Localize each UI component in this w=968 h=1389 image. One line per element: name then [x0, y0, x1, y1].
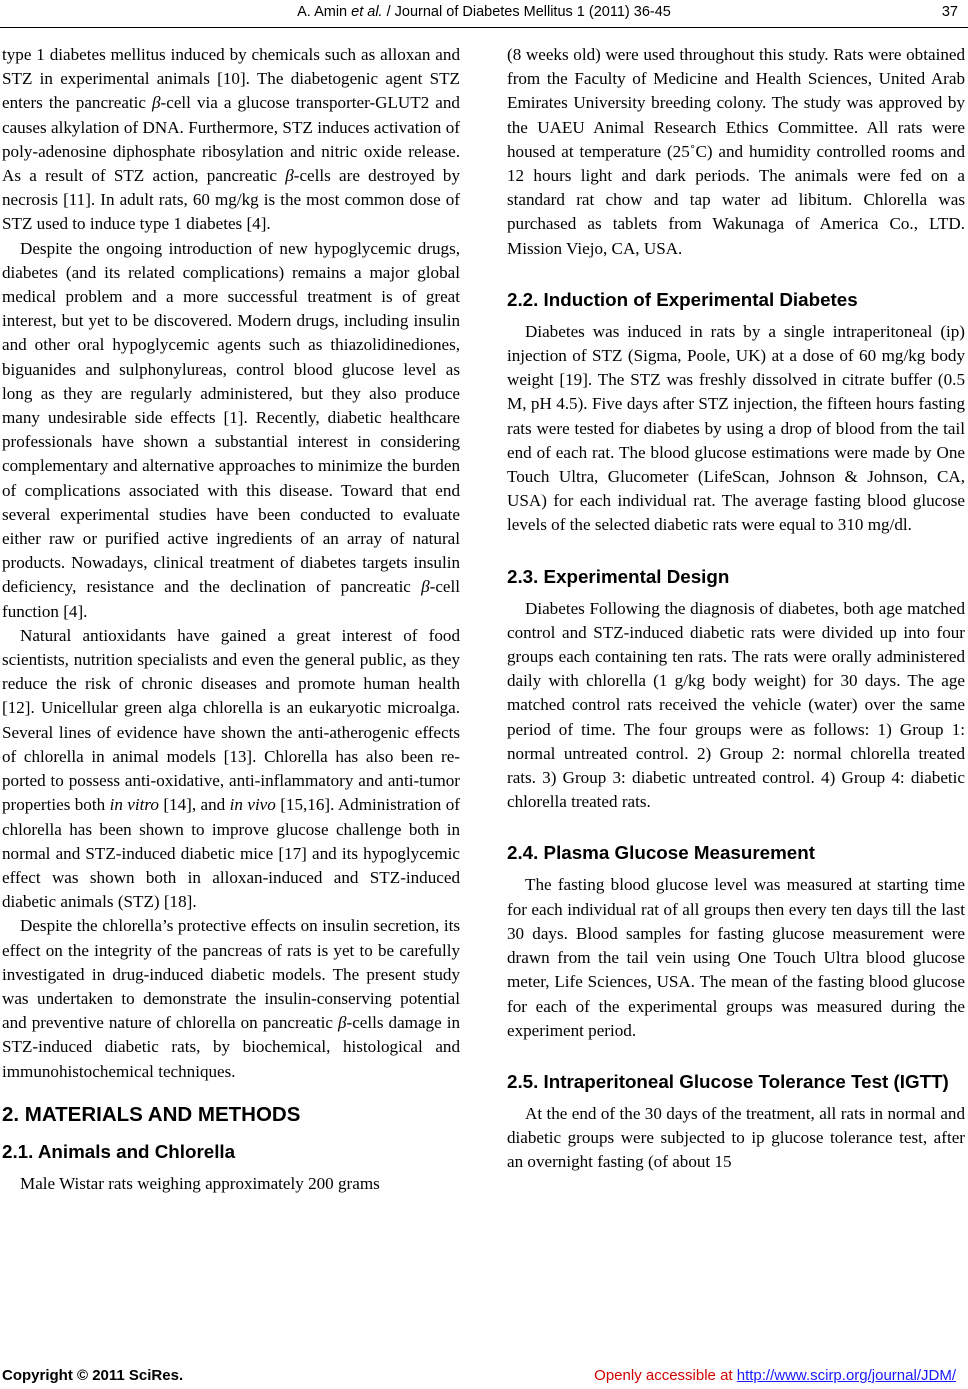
italic-text: in vitro	[109, 795, 159, 815]
paragraph: Natural antioxidants have gained a great interest of food scientists, nutrition specialists and even the general public, as they reduce the risk of chronic diseases and promote human health [12]. Unicellular green alga chlorella is an eukaryotic microalga. Several lines of evidence have shown the anti-atherogenic effects of chlorella in animal models [13]. Chlorella has also been reported to possess anti-oxidative, anti-inflammatory and anti-tumor properties both in vitro [14], and in vivo [15,16]. Administration of chlorella has been shown to improve glucose challenge both in normal and STZ-induced diabetic mice [17] and its hypoglycemic effect was shown both in alloxan-induced and STZ-induced diabetic animals (STZ) [18].	[2, 625, 460, 912]
header-rule	[0, 27, 968, 28]
right-column	[507, 43, 965, 1175]
page-number: 37	[941, 4, 958, 20]
italic-text: β	[152, 93, 161, 113]
subsection-heading: 2.1. Animals and Chlorella	[2, 1140, 236, 1162]
paragraph: Diabetes was induced in rats by a single intraperitoneal (ip) injection of STZ (Sigma, Poole, UK) at a dose of 60 mg/kg body weight [19]. The STZ was freshly dissolved in citrate buffer (0.5 M, pH 4.5). Five days after STZ injection, the fifteen hours fasting rats were tested for diabetes by using a drop of blood from the tail end of each rat. The blood glucose estimations were made by One Touch Ultra, Glucometer (LifeScan, Johnson & Johnson, CA, USA) for each individual rat. The average fasting blood glucose levels of the selected diabetic rats were equal to 310 mg/dl.	[507, 321, 965, 535]
italic-text: in vivo	[229, 795, 276, 815]
italic-text: β	[285, 166, 294, 186]
italic-text: β	[337, 1013, 347, 1033]
paragraph: Male Wistar rats weighing approximately 200 grams	[20, 1173, 380, 1193]
open-access-label: Openly accessible at	[594, 1367, 737, 1384]
subsection-heading: 2.3. Experimental Design	[507, 565, 730, 587]
paragraph: Diabetes Following the diagnosis of diabetes, both age matched control and STZ-induced diabetic rats were divided up into four groups each containing ten rats. The rats were orally administered daily with chlorella (1 g/kg body weight) for 30 days. The age matched control rats received the vehicle (water) over the same period of time. The four groups were as follows: 1) Group 1: normal untreated control. 2) Group 2: normal chlorella treated rats. 3) Group 3: diabetic untreated control. 4) Group 4: diabetic chlorella treated rats.	[507, 598, 965, 812]
running-header	[0, 0, 968, 28]
paragraph: Despite the chlorella’s protective effects on insulin secretion, its effect on the integrity of the pancreas of rats is yet to be carefully investigated in drug-induced diabetic models. The present study was undertaken to demonstrate the insulin-conserving potential and preventive nature of chlorella on pancreatic β-cells damage in STZ-induced diabetic rats, by biochemical, histological and immunohistochemical techniques.	[2, 916, 460, 1081]
journal-link[interactable]: http://www.scirp.org/journal/JDM/	[736, 1367, 956, 1384]
paragraph: The fasting blood glucose level was measured at starting time for each individual rat of all groups then every ten days till the last 30 days. Blood samples for fasting glucose measurement were drawn from the tail vein using One Touch Ultra blood glucose meter, Life Sciences, USA. The mean of the fasting blood glucose for each of the experimental groups was measured during the experiment period.	[507, 875, 965, 1040]
italic-text: β	[421, 577, 430, 597]
left-column	[2, 43, 460, 1196]
author-names: A. Amin	[297, 4, 348, 20]
subsection-heading: 2.5. Intraperitoneal Glucose Tolerance Test (IGTT)	[507, 1070, 949, 1092]
section-heading: 2. MATERIALS AND METHODS	[2, 1102, 301, 1126]
subsection-heading: 2.2. Induction of Experimental Diabetes	[507, 288, 858, 310]
et-al: et al.	[351, 4, 383, 20]
journal-name: / Journal of Diabetes Mellitus 1 (2011) 36-45	[382, 4, 671, 20]
open-access-notice	[594, 1367, 956, 1384]
paragraph: (8 weeks old) were used throughout this study. Rats were obtained from the Faculty of Medicine and Health Sciences, United Arab Emirates University breeding colony. The study was approved by the UAEU Animal Research Ethics Committee. All rats were housed at temperature (25˚C) and humidity controlled rooms and 12 hours light and dark periods. The animals were fed on a standard rat chow and tap water ad libitum. Chlorella was purchased as tablets from Wakunaga of America Co., LTD. Mission Viejo, CA, USA.	[507, 45, 965, 258]
page-footer	[0, 1367, 968, 1389]
paragraph: Despite the ongoing introduction of new hypoglycemic drugs, diabetes (and its related complications) remains a major global medical problem and a more successful treatment is of great interest, but yet to be discovered. Modern drugs, including insulin and other oral hypoglycemic agents such as thiazolidinediones, biguanides and sulphonylureas, control blood glucose level as long as they are regularly administered, but they also produce many undesirable side effects [1]. Recently, diabetic healthcare professionals have shown a substantial interest in considering complementary and alternative approaches to minimize the burden of complications associated with this disease. Toward that end several experimental studies have been conducted to evaluate either raw or purified active ingredients of an array of natural products. Nowadays, clinical treatment of diabetes targets insulin deficiency, resistance and the declination of pancreatic β-cell function [4].	[2, 238, 460, 621]
journal-citation	[0, 4, 968, 20]
copyright-notice: Copyright © 2011 SciRes.	[2, 1367, 184, 1384]
paragraph: At the end of the 30 days of the treatment, all rats in normal and diabetic groups were subjected to ip glucose tolerance test, after an overnight fasting (of about 15	[507, 1103, 965, 1172]
subsection-heading: 2.4. Plasma Glucose Measurement	[507, 842, 815, 864]
paragraph: type 1 diabetes mellitus induced by chemicals such as alloxan and STZ in experimental animals [10]. The diabetogenic agent STZ enters the pancreatic β-cell via a glucose transporter-GLUT2 and causes alkylation of DNA. Furthermore, STZ induces activation of poly-adenosine diphosphate ribosylation and nitric oxide release. As a result of STZ action, pancreatic β-cells are destroyed by necrosis [11]. In adult rats, 60 mg/kg is the most common dose of STZ used to induce type 1 diabetes [4].	[2, 45, 460, 234]
